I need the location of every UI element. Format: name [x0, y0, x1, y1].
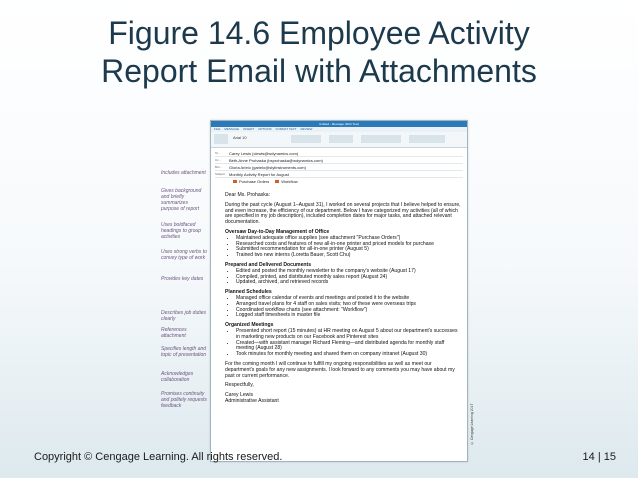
bcc-field[interactable]: Gloria Arielo (garielo@stylinstruments.com)	[229, 164, 306, 170]
annotation-key-dates: Provides key dates	[161, 276, 204, 282]
slide-title-line-1: Figure 14.6 Employee Activity	[108, 15, 530, 51]
annotation-presentation: Specifies length and topic of presentation	[161, 346, 207, 358]
section-list	[225, 236, 461, 259]
attachment-icon	[233, 180, 237, 183]
names-group[interactable]	[329, 135, 353, 143]
list-item: • Maintained adequate office supplies (see attachment "Purchase Orders")	[236, 236, 461, 242]
message-header: To... Carey Lewis (clewis@wdynamics.com) Cc... Beth-Anne Prohaska (bsprohaska@wdynamics.com) Bcc... Gloria Arielo (garielo@stylinstruments.com) Subject Monthly Activity Report for August Purchase Orders Workflow	[211, 148, 467, 184]
section-heading: Prepared and Delivered Documents	[225, 261, 312, 268]
tab-insert[interactable]: INSERT	[243, 127, 255, 131]
sender-title: Administrative Assistant	[225, 397, 279, 404]
email-window	[210, 120, 468, 462]
annotation-job-duties: Describes job duties clearly	[161, 310, 207, 322]
window-title: Untitled - Message (Rich Text)	[211, 121, 467, 127]
list-item: • Compiled, printed, and distributed monthly sales report (August 24)	[236, 275, 461, 281]
list-item: • Trained two new interns (Loretta Bauer, Scott Chu)	[236, 253, 461, 259]
annotation-strong-verbs: Uses strong verbs to convey type of work	[161, 249, 207, 261]
attachments-row	[215, 178, 463, 184]
annotation-background: Gives background and briefly summarizes purpose of report	[161, 188, 202, 212]
closing-paragraph: For the coming month I will continue to fulfill my ongoing responsibilities as well as meet our department's goals for any new assignments. I look forward to any comments you may have about my past or current performance.	[225, 360, 455, 379]
copyright-footer: Copyright © Cengage Learning. All rights reserved.	[34, 451, 283, 463]
slide-title	[0, 14, 638, 90]
section-heading: Oversaw Day-to-Day Management of Office	[225, 228, 330, 235]
annotation-collaboration: Acknowledges collaboration	[161, 371, 194, 383]
list-item: • Took minutes for monthly meeting and shared them on company intranet (August 30)	[236, 352, 461, 358]
section-heading: Planned Schedules	[225, 289, 272, 296]
annotation-includes-attachment: Includes attachment	[161, 170, 206, 176]
cc-field[interactable]: Beth-Anne Prohaska (bsprohaska@wdynamics.com)	[229, 157, 323, 163]
list-item: • Coordinated workflow charts (see attachment: "Workflow")	[236, 308, 461, 314]
image-rights: © Cengage Learning 2017	[470, 403, 474, 445]
list-item: • Managed office calendar of events and meetings and posted it to the website	[236, 296, 461, 302]
include-group[interactable]	[361, 135, 401, 143]
tab-file[interactable]: FILE	[214, 127, 221, 131]
paste-icon[interactable]	[214, 134, 228, 144]
list-item: • Arranged travel plans for 4 staff on sales visits; two of these were overseas trips	[236, 302, 461, 308]
tab-format-text[interactable]: FORMAT TEXT	[275, 127, 297, 131]
section-heading: Organized Meetings	[225, 322, 274, 329]
annotation-references-attachment: References attachment	[161, 327, 187, 339]
list-item: • Logged staff timesheets in master file	[236, 313, 461, 319]
font-size: 10	[242, 135, 247, 140]
ribbon-toolbar	[211, 132, 467, 148]
slide-number: 14 | 15	[582, 451, 616, 463]
section-list	[225, 296, 461, 319]
font-name-select[interactable]	[233, 135, 247, 140]
annotation-headings: Uses boldfaced headings to group activities	[161, 222, 202, 240]
attachment-workflow[interactable]: Workflow	[275, 179, 297, 184]
list-item: • Edited and posted the monthly newsletter to the company's website (August 17)	[236, 269, 461, 275]
sender-name: Carey Lewis	[225, 392, 254, 399]
annotation-continuity: Promises continuity and politely requests feedback	[161, 391, 207, 409]
subject-field[interactable]: Monthly Activity Report for August	[229, 171, 289, 177]
section-list	[225, 269, 461, 286]
email-body[interactable]	[225, 193, 461, 405]
tab-message[interactable]: MESSAGE	[224, 127, 240, 131]
tab-review[interactable]: REVIEW	[300, 127, 313, 131]
list-item: • Researched costs and features of new all-in-one printer and priced models for purchase	[236, 242, 461, 248]
slide-title-line-2: Report Email with Attachments	[101, 53, 537, 89]
basic-text-group[interactable]	[291, 135, 321, 143]
list-item: • Updated, archived, and retrieved records	[236, 280, 461, 286]
greeting: Dear Ms. Prohaska:	[225, 192, 271, 198]
list-item: • Presented short report (15 minutes) at HR meeting on August 5 about our department's successes in marketing new products on our Facebook and Pinterest sites	[236, 329, 461, 341]
intro-paragraph: During the past cycle (August 1–August 31), I worked on several projects that I believe helped to ensure, and even increase, the efficiency of our department. Below I have categorized my activities (all of which are specified in my job description), included completion dates for major tasks, and attached relevant documentation.	[225, 201, 461, 226]
list-item: • Submitted recommendation for all-in-one printer (August 5)	[236, 247, 461, 253]
attachment-icon	[275, 180, 279, 183]
attachment-purchase-orders[interactable]: Purchase Orders	[233, 179, 269, 184]
font-name: Arial	[233, 135, 242, 140]
to-field[interactable]: Carey Lewis (clewis@wdynamics.com)	[229, 150, 299, 156]
section-list	[225, 329, 461, 358]
tab-options[interactable]: OPTIONS	[258, 127, 272, 131]
list-item: • Created—with assistant manager Richard Fleming—and distributed agenda for monthly staff meeting (August 28)	[236, 341, 461, 353]
signoff: Respectfully,	[225, 382, 254, 389]
tags-group[interactable]	[409, 135, 445, 143]
